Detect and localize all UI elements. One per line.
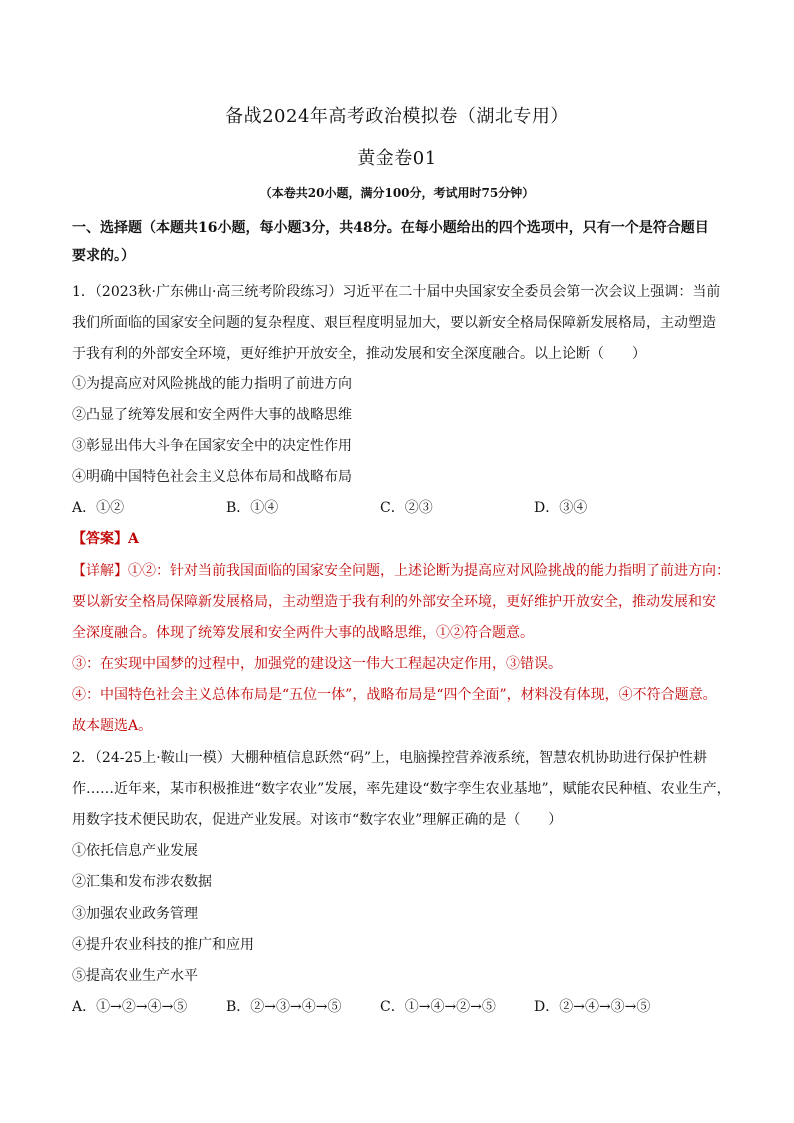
q1-answer: 【答案】A (72, 531, 139, 547)
q2-option-b: B．②→③→④→⑤ (226, 999, 342, 1015)
q1-explanation-line: 【详解】①②：针对当前我国面临的国家安全问题，上述论断为提高应对风险挑战的能力指明了前进方向： (72, 563, 730, 579)
q1-explanation-line: 全深度融合。体现了统筹发展和安全两件大事的战略思维，①②符合题意。 (72, 625, 534, 641)
page-subtitle: 黄金卷01 (357, 148, 437, 169)
q1-stem-line: 我们所面临的国家安全问题的复杂程度、艰巨程度明显加大，要以新安全格局保障新发展格局，主动塑造 (72, 315, 716, 331)
q1-option-b: B．①④ (226, 500, 279, 516)
q2-item: ②汇集和发布涉农数据 (72, 874, 212, 890)
q1-conclusion: 故本题选A。 (72, 718, 153, 734)
q1-explanation-line: ③：在实现中国梦的过程中，加强党的建设这一伟大工程起决定作用，③错误。 (72, 656, 562, 672)
q1-option-c: C．②③ (380, 500, 433, 516)
q2-stem-line: 2．（24-25上·鞍山一模）大棚种植信息跃然“码”上，电脑操控营养液系统，智慧农机协助进行保护性耕 (72, 750, 708, 766)
exam-info: （本卷共20小题，满分100分，考试用时75分钟） (259, 186, 535, 200)
q1-item: ④明确中国特色社会主义总体布局和战略布局 (72, 469, 352, 485)
q2-item: ①依托信息产业发展 (72, 843, 198, 859)
q1-stem-line: 1．（2023秋·广东佛山·高三统考阶段练习）习近平在二十届中央国家安全委员会第一次会议上强调：当前 (72, 284, 721, 300)
q2-option-c: C．①→④→②→⑤ (380, 999, 496, 1015)
q1-option-a: A．①② (72, 500, 125, 516)
q1-stem-line: 于我有利的外部安全环境，更好维护开放安全，推动发展和安全深度融合。以上论断（ ） (72, 346, 646, 362)
q2-stem-line: 作……近年来，某市积极推进“数字农业”发展，率先建设“数字孪生农业基地”，赋能农民种植、农业生产， (72, 781, 731, 797)
q1-explanation-line: ④：中国特色社会主义总体布局是“五位一体”，战略布局是“四个全面”，材料没有体现，④不符合题意。 (72, 687, 717, 703)
q1-item: ②凸显了统筹发展和安全两件大事的战略思维 (72, 407, 352, 423)
q2-item: ④提升农业科技的推广和应用 (72, 937, 254, 953)
section-heading: 一、选择题（本题共16小题，每小题3分，共48分。在每小题给出的四个选项中，只有一个是符合题目 (72, 220, 709, 236)
q2-option-a: A．①→②→④→⑤ (72, 999, 188, 1015)
q2-stem-line: 用数字技术便民助农，促进产业发展。对该市“数字农业”理解正确的是（ ） (72, 812, 563, 828)
page-title: 备战2024年高考政治模拟卷（湖北专用） (225, 106, 569, 127)
q1-item: ③彰显出伟大斗争在国家安全中的决定性作用 (72, 438, 352, 454)
q1-explanation-line: 要以新安全格局保障新发展格局，主动塑造于我有利的外部安全环境，更好维护开放安全，推动发展和安 (72, 594, 716, 610)
section-heading-cont: 要求的。） (72, 248, 135, 264)
q1-item: ①为提高应对风险挑战的能力指明了前进方向 (72, 376, 352, 392)
q2-option-d: D．②→④→③→⑤ (534, 999, 651, 1015)
q1-option-d: D．③④ (534, 500, 588, 516)
q2-item: ③加强农业政务管理 (72, 906, 198, 922)
q2-item: ⑤提高农业生产水平 (72, 968, 198, 984)
